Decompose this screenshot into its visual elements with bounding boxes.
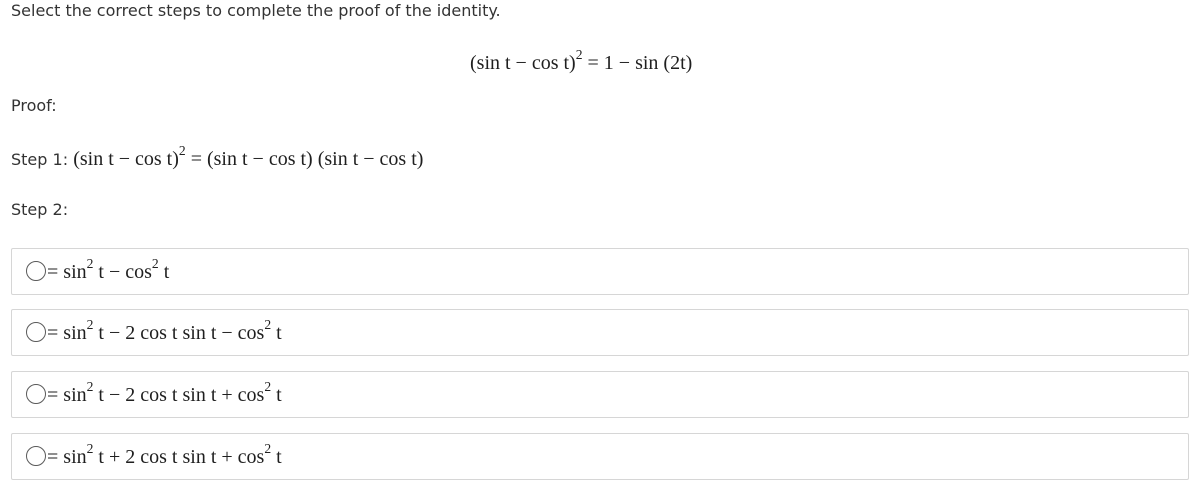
step-1: [11, 143, 424, 173]
answer-option-text: = $\sin^2 t - \cos^2 t$: [47, 256, 170, 283]
answer-option-1[interactable]: [11, 248, 1189, 295]
step-2-label: Step 2:: [11, 200, 69, 219]
question-prompt: Select the correct steps to complete the proof of the identity.: [11, 1, 501, 20]
radio-button[interactable]: [26, 322, 46, 342]
answer-option-text: = $\sin^2 t - 2$ cos t $\sin t - \cos^2 t$: [47, 317, 282, 344]
radio-button[interactable]: [26, 261, 46, 281]
step-1-equation: (sin t − cos t)$^2$ = (sin t − cos t) (sin t − cos t): [73, 143, 424, 170]
answer-option-text: = $\sin^2 t - 2$ cos t $\sin t + \cos^2 t$: [47, 379, 282, 406]
answer-option-3[interactable]: [11, 371, 1189, 418]
answer-option-text: = $\sin^2 t + 2$ cos t $\sin t + \cos^2 t$: [47, 441, 282, 468]
identity-equation: (sin t − cos t)$^2$ = 1 − sin (2t): [470, 47, 693, 74]
answer-option-4[interactable]: [11, 433, 1189, 480]
proof-label: Proof:: [11, 96, 57, 115]
radio-button[interactable]: [26, 384, 46, 404]
radio-button[interactable]: [26, 446, 46, 466]
step-1-label: Step 1:: [11, 150, 69, 169]
answer-option-2[interactable]: [11, 309, 1189, 356]
